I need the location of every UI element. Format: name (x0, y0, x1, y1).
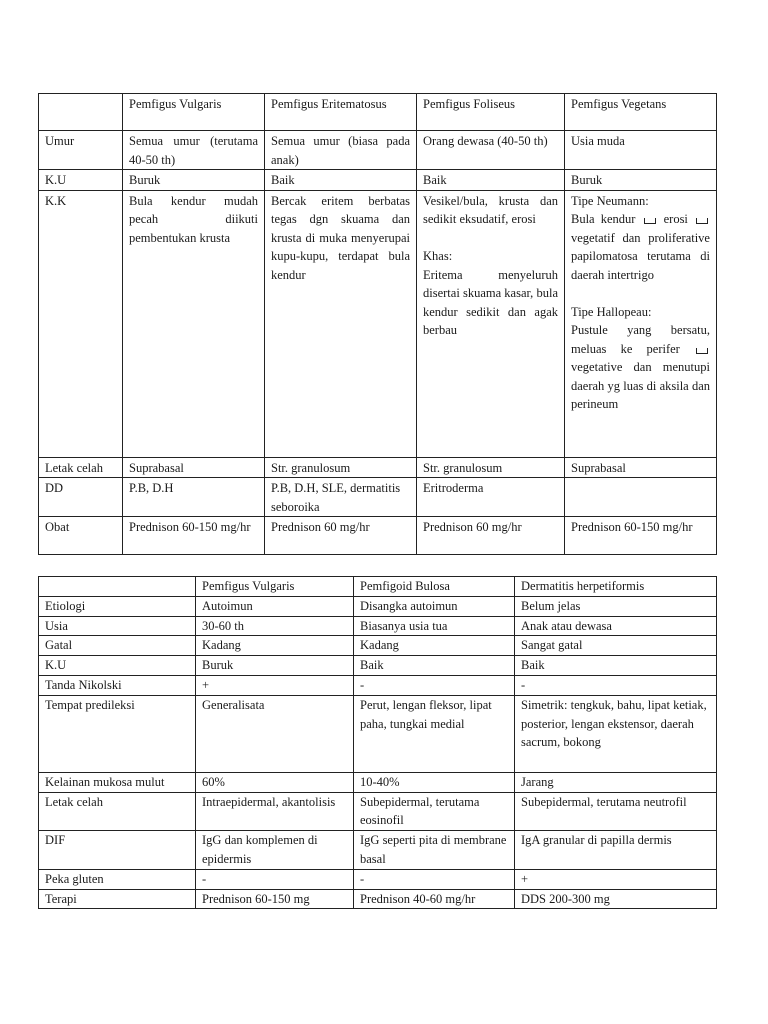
table-header-row (39, 577, 717, 597)
table-cell: IgA granular di papilla dermis (515, 831, 717, 870)
table-row-dif (39, 831, 717, 870)
table-cell: Prednison 60-150 mg/hr (565, 517, 717, 555)
neumann-text-b: erosi (663, 212, 688, 226)
table-cell: Bercak eritem berbatas tegas dgn skuama dan krusta di muka menyerupai kupu-kupu, terdapat bula kendur (265, 190, 417, 457)
header-cell-eritematosus: Pemfigus Eritematosus (265, 94, 417, 131)
table-cell: - (354, 675, 515, 695)
header-cell-pemfigoid-bulosa: Pemfigoid Bulosa (354, 577, 515, 597)
table-cell: Suprabasal (565, 457, 717, 478)
pemfigus-comparison-table (38, 93, 717, 555)
neumann-description (571, 210, 710, 284)
table-cell: Baik (515, 656, 717, 676)
table-row-terapi (39, 889, 717, 909)
neumann-text-c: vegetatif dan proliferative papilomatosa terutama di daerah intertrigo (571, 230, 710, 282)
table-row-etiologi (39, 596, 717, 616)
table-row-letak-celah (39, 792, 717, 831)
row-label: Tanda Nikolski (39, 675, 196, 695)
row-label: Tempat predileksi (39, 695, 196, 772)
table-cell: Simetrik: tengkuk, bahu, lipat ketiak, posterior, lengan ekstensor, daerah sacrum, bokong (515, 695, 717, 772)
table-row-gatal (39, 636, 717, 656)
table-cell (417, 190, 565, 457)
header-cell-vulgaris: Pemfigus Vulgaris (123, 94, 265, 131)
foliseus-khas-description: Eritema menyeluruh disertai skuama kasar, bula kendur sedikit dan agak berbau (423, 267, 558, 337)
table-cell: Semua umur (biasa pada anak) (265, 131, 417, 170)
table-cell: IgG dan komplemen di epidermis (196, 831, 354, 870)
table-cell (565, 478, 717, 517)
table-cell: 30-60 th (196, 616, 354, 636)
header-cell-empty (39, 94, 123, 131)
arrow-icon (696, 218, 708, 224)
table-cell: - (515, 675, 717, 695)
neumann-text-a: Bula kendur (571, 212, 636, 226)
table-cell: Belum jelas (515, 596, 717, 616)
row-label: K.U (39, 170, 123, 191)
table-cell (565, 190, 717, 457)
table-cell: Kadang (196, 636, 354, 656)
header-cell-foliseus: Pemfigus Foliseus (417, 94, 565, 131)
table-cell: Prednison 40-60 mg/hr (354, 889, 515, 909)
row-label: Obat (39, 517, 123, 555)
row-label: Terapi (39, 889, 196, 909)
table-header-row (39, 94, 717, 131)
table-cell: DDS 200-300 mg (515, 889, 717, 909)
table-cell: Subepidermal, terutama neutrofil (515, 792, 717, 831)
table-cell: - (196, 869, 354, 889)
table-cell: Baik (354, 656, 515, 676)
table-row-dd (39, 478, 717, 517)
table-cell: + (196, 675, 354, 695)
table-cell: + (515, 869, 717, 889)
table-cell: Perut, lengan fleksor, lipat paha, tungkai medial (354, 695, 515, 772)
table-cell: Prednison 60-150 mg (196, 889, 354, 909)
table-cell: Orang dewasa (40-50 th) (417, 131, 565, 170)
hallopeau-description (571, 321, 710, 414)
table-row-ku (39, 656, 717, 676)
table-cell: Suprabasal (123, 457, 265, 478)
row-label: Umur (39, 131, 123, 170)
table-row-peka-gluten (39, 869, 717, 889)
table-cell: Intraepidermal, akantolisis (196, 792, 354, 831)
table-cell: Usia muda (565, 131, 717, 170)
row-label: K.K (39, 190, 123, 457)
row-label: K.U (39, 656, 196, 676)
table-cell: Kadang (354, 636, 515, 656)
row-label: DD (39, 478, 123, 517)
table-row-tempat-predileksi (39, 695, 717, 772)
table-cell: Buruk (565, 170, 717, 191)
row-label: Etiologi (39, 596, 196, 616)
arrow-icon (644, 218, 656, 224)
table-cell: Eritroderma (417, 478, 565, 517)
table-cell: Baik (265, 170, 417, 191)
table-cell: Anak atau dewasa (515, 616, 717, 636)
row-label: Peka gluten (39, 869, 196, 889)
table-cell: Subepidermal, terutama eosinofil (354, 792, 515, 831)
hallopeau-title: Tipe Hallopeau: (571, 304, 652, 319)
table-cell: 60% (196, 772, 354, 792)
table-cell: Biasanya usia tua (354, 616, 515, 636)
table-cell: Prednison 60 mg/hr (417, 517, 565, 555)
hallopeau-text-b: vegetative dan menutupi daerah yg luas di aksila dan perineum (571, 360, 710, 411)
row-label: Kelainan mukosa mulut (39, 772, 196, 792)
table-cell: Prednison 60-150 mg/hr (123, 517, 265, 555)
row-label: Usia (39, 616, 196, 636)
table-row-obat (39, 517, 717, 555)
neumann-title: Tipe Neumann: (571, 193, 649, 208)
row-label: Letak celah (39, 792, 196, 831)
table-cell: P.B, D.H, SLE, dermatitis seboroika (265, 478, 417, 517)
header-cell-pemfigus-vulgaris: Pemfigus Vulgaris (196, 577, 354, 597)
table-row-umur (39, 131, 717, 170)
table-cell: IgG seperti pita di membrane basal (354, 831, 515, 870)
header-cell-dermatitis-herpetiformis: Dermatitis herpetiformis (515, 577, 717, 597)
table-row-tanda-nikolski (39, 675, 717, 695)
header-cell-vegetans: Pemfigus Vegetans (565, 94, 717, 131)
table-cell: Jarang (515, 772, 717, 792)
table-row-letak-celah (39, 457, 717, 478)
table-row-kelainan-mukosa (39, 772, 717, 792)
table-row-ku (39, 170, 717, 191)
table-cell: Semua umur (terutama 40-50 th) (123, 131, 265, 170)
row-label: Gatal (39, 636, 196, 656)
table-cell: Str. granulosum (417, 457, 565, 478)
foliseus-khas-label: Khas: (423, 249, 453, 263)
table-row-kk (39, 190, 717, 457)
table-cell: - (354, 869, 515, 889)
table-cell: Prednison 60 mg/hr (265, 517, 417, 555)
arrow-icon (696, 348, 708, 354)
table-cell: Baik (417, 170, 565, 191)
table-cell: Bula kendur mudah pecah diikuti pembentukan krusta (123, 190, 265, 457)
row-label: DIF (39, 831, 196, 870)
table-cell: Sangat gatal (515, 636, 717, 656)
row-label: Letak celah (39, 457, 123, 478)
table-cell: 10-40% (354, 772, 515, 792)
table-cell: Autoimun (196, 596, 354, 616)
header-cell-empty (39, 577, 196, 597)
hallopeau-text-a: Pustule yang bersatu, meluas ke perifer (571, 323, 710, 356)
bullous-disease-comparison-table (38, 576, 717, 909)
table-cell: Disangka autoimun (354, 596, 515, 616)
foliseus-description: Vesikel/bula, krusta dan sedikit eksudatif, erosi (423, 193, 558, 226)
table-cell: Generalisata (196, 695, 354, 772)
table-row-usia (39, 616, 717, 636)
table-cell: Buruk (196, 656, 354, 676)
table-cell: Str. granulosum (265, 457, 417, 478)
table-cell: P.B, D.H (123, 478, 265, 517)
table-cell: Buruk (123, 170, 265, 191)
